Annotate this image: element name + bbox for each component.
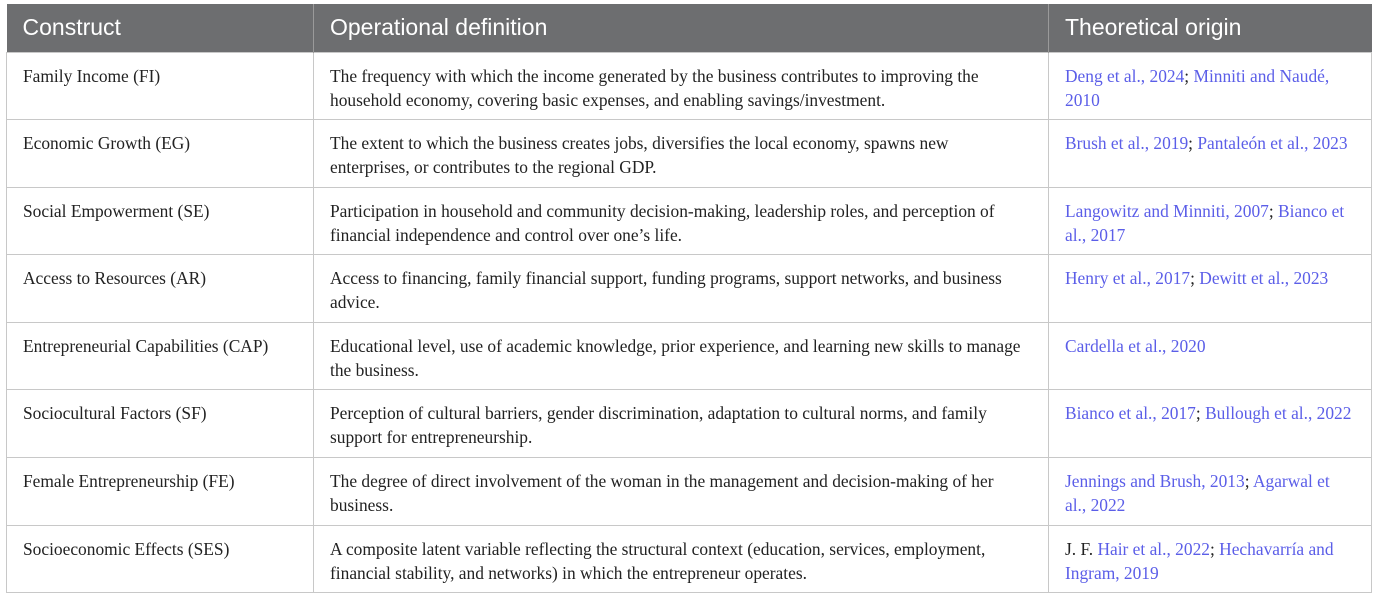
table-body — [7, 52, 1372, 593]
origin-cell — [1049, 390, 1372, 458]
table-row — [7, 390, 1372, 458]
table-header — [7, 4, 1372, 52]
reference-separator: ; — [1188, 133, 1198, 154]
construct-cell: Access to Resources (AR) — [7, 255, 314, 323]
reference-link[interactable]: Pantaleón et al., 2023 — [1197, 133, 1348, 154]
reference-link[interactable]: Langowitz and Minniti, 2007 — [1065, 200, 1269, 221]
table-row — [7, 120, 1372, 188]
reference-separator: ; — [1244, 471, 1253, 492]
reference-link[interactable]: Bullough et al., 2022 — [1205, 403, 1352, 424]
reference-link[interactable]: Hair et al., 2022 — [1097, 538, 1210, 559]
origin-cell — [1049, 187, 1372, 255]
construct-cell: Sociocultural Factors (SF) — [7, 390, 314, 458]
construct-cell: Economic Growth (EG) — [7, 120, 314, 188]
reference-separator: ; — [1209, 538, 1220, 559]
constructs-table-container — [6, 4, 1371, 593]
constructs-table — [6, 4, 1372, 593]
header-theoretical-origin: Theoretical origin — [1049, 4, 1372, 52]
construct-cell: Family Income (FI) — [7, 52, 314, 120]
origin-cell — [1049, 458, 1372, 526]
definition-cell: The degree of direct involvement of the woman in the management and decision-making of her business. — [314, 458, 1049, 526]
table-row — [7, 525, 1372, 593]
origin-cell — [1049, 52, 1372, 120]
header-row — [7, 4, 1372, 52]
origin-cell — [1049, 120, 1372, 188]
reference-link[interactable]: Henry et al., 2017 — [1065, 268, 1191, 289]
definition-cell: The frequency with which the income generated by the business contributes to improving the household economy, covering basic expenses, and enabling savings/investment. — [314, 52, 1049, 120]
reference-link[interactable]: Brush et al., 2019 — [1065, 133, 1189, 154]
header-construct: Construct — [7, 4, 314, 52]
table-row — [7, 52, 1372, 120]
construct-cell: Socioeconomic Effects (SES) — [7, 525, 314, 593]
construct-cell: Social Empowerment (SE) — [7, 187, 314, 255]
construct-cell: Entrepreneurial Capabilities (CAP) — [7, 322, 314, 390]
definition-cell: The extent to which the business creates jobs, diversifies the local economy, spawns new enterprises, or contributes to the regional GDP. — [314, 120, 1049, 188]
reference-link[interactable]: Bianco et al., 2017 — [1065, 200, 1345, 245]
reference-link[interactable]: Agarwal et al., 2022 — [1065, 471, 1330, 516]
table-row — [7, 187, 1372, 255]
reference-separator: ; — [1268, 200, 1279, 221]
definition-cell: Access to financing, family financial support, funding programs, support networks, and business advice. — [314, 255, 1049, 323]
origin-cell — [1049, 255, 1372, 323]
reference-separator: ; — [1195, 403, 1206, 424]
reference-link[interactable]: Jennings and Brush, 2013 — [1065, 471, 1245, 492]
origin-cell — [1049, 525, 1372, 593]
reference-link[interactable]: Dewitt et al., 2023 — [1199, 268, 1329, 289]
table-row — [7, 458, 1372, 526]
construct-cell: Female Entrepreneurship (FE) — [7, 458, 314, 526]
reference-link[interactable]: Bianco et al., 2017 — [1065, 403, 1196, 424]
reference-link[interactable]: Deng et al., 2024 — [1065, 65, 1185, 86]
reference-link[interactable]: Hechavarría and Ingram, 2019 — [1065, 538, 1334, 583]
definition-cell: A composite latent variable reflecting the structural context (education, services, employment, financial stability, and networks) in which the entrepreneur operates. — [314, 525, 1049, 593]
origin-cell — [1049, 322, 1372, 390]
reference-link[interactable]: Cardella et al., 2020 — [1065, 335, 1206, 356]
definition-cell: Perception of cultural barriers, gender discrimination, adaptation to cultural norms, and family support for entrepreneurship. — [314, 390, 1049, 458]
definition-cell: Educational level, use of academic knowledge, prior experience, and learning new skills to manage the business. — [314, 322, 1049, 390]
header-operational-definition: Operational definition — [314, 4, 1049, 52]
definition-cell: Participation in household and community decision-making, leadership roles, and perception of financial independence and control over one’s life. — [314, 187, 1049, 255]
reference-link[interactable]: Minniti and Naudé, 2010 — [1065, 65, 1330, 110]
reference-separator: ; — [1184, 65, 1194, 86]
table-row — [7, 322, 1372, 390]
reference-prefix: J. F. — [1065, 538, 1098, 559]
table-row — [7, 255, 1372, 323]
reference-separator: ; — [1190, 268, 1200, 289]
